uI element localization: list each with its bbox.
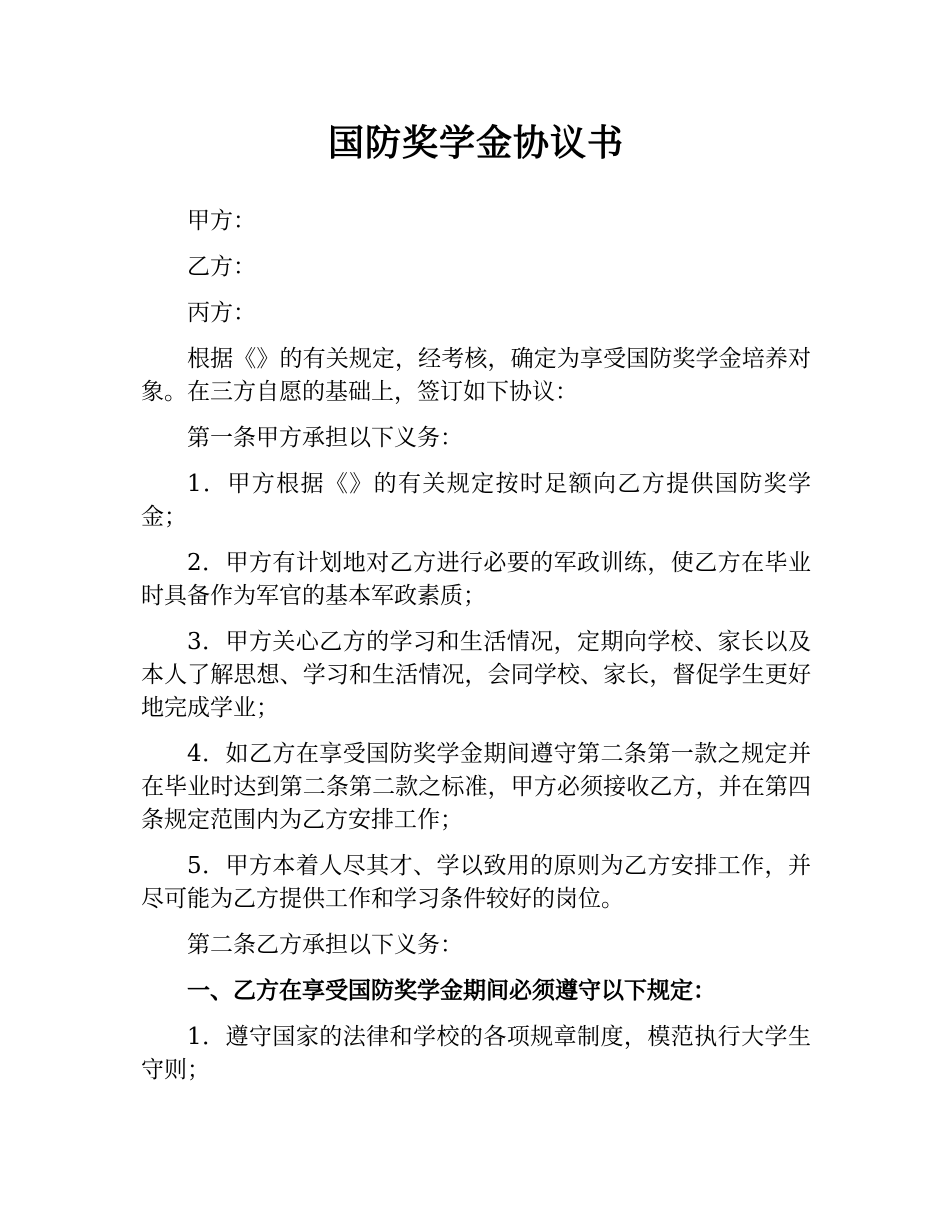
paragraph-article-1-item-2: 2．甲方有计划地对乙方进行必要的军政训练，使乙方在毕业时具备作为军官的基本军政素质； <box>141 550 811 609</box>
paragraph-article-1-heading: 第一条甲方承担以下义务： <box>187 425 463 451</box>
paragraph-article-1-item-4: 4．如乙方在享受国防奖学金期间遵守第二条第一款之规定并在毕业时达到第二条第二款之标准，甲方必须接收乙方，并在第四条规定范围内为乙方安排工作； <box>141 741 811 833</box>
paragraph-article-1-item-3: 3．甲方关心乙方的学习和生活情况，定期向学校、家长以及本人了解思想、学习和生活情况，会同学校、家长，督促学生更好地完成学业； <box>141 629 811 721</box>
paragraph-article-1-item-1: 1．甲方根据《》的有关规定按时足额向乙方提供国防奖学金； <box>141 471 811 530</box>
paragraph-article-2-section-1-heading: 一、乙方在享受国防奖学金期间必须遵守以下规定： <box>187 978 716 1004</box>
paragraph-party-c: 丙方： <box>187 300 256 326</box>
document-title: 国防奖学金协议书 <box>327 123 624 164</box>
document-body <box>141 205 811 1087</box>
paragraph-article-2-heading: 第二条乙方承担以下义务： <box>187 932 463 958</box>
paragraph-party-b: 乙方： <box>187 254 256 280</box>
paragraph-preamble: 根据《》的有关规定，经考核，确定为享受国防奖学金培养对象。在三方自愿的基础上，签订如下协议： <box>141 346 811 405</box>
paragraph-article-2-item-1: 1．遵守国家的法律和学校的各项规章制度，模范执行大学生守则； <box>141 1024 811 1083</box>
paragraph-party-a: 甲方： <box>187 208 256 234</box>
document-page <box>141 0 811 1100</box>
paragraph-article-1-item-5: 5．甲方本着人尽其才、学以致用的原则为乙方安排工作，并尽可能为乙方提供工作和学习条件较好的岗位。 <box>141 853 811 912</box>
